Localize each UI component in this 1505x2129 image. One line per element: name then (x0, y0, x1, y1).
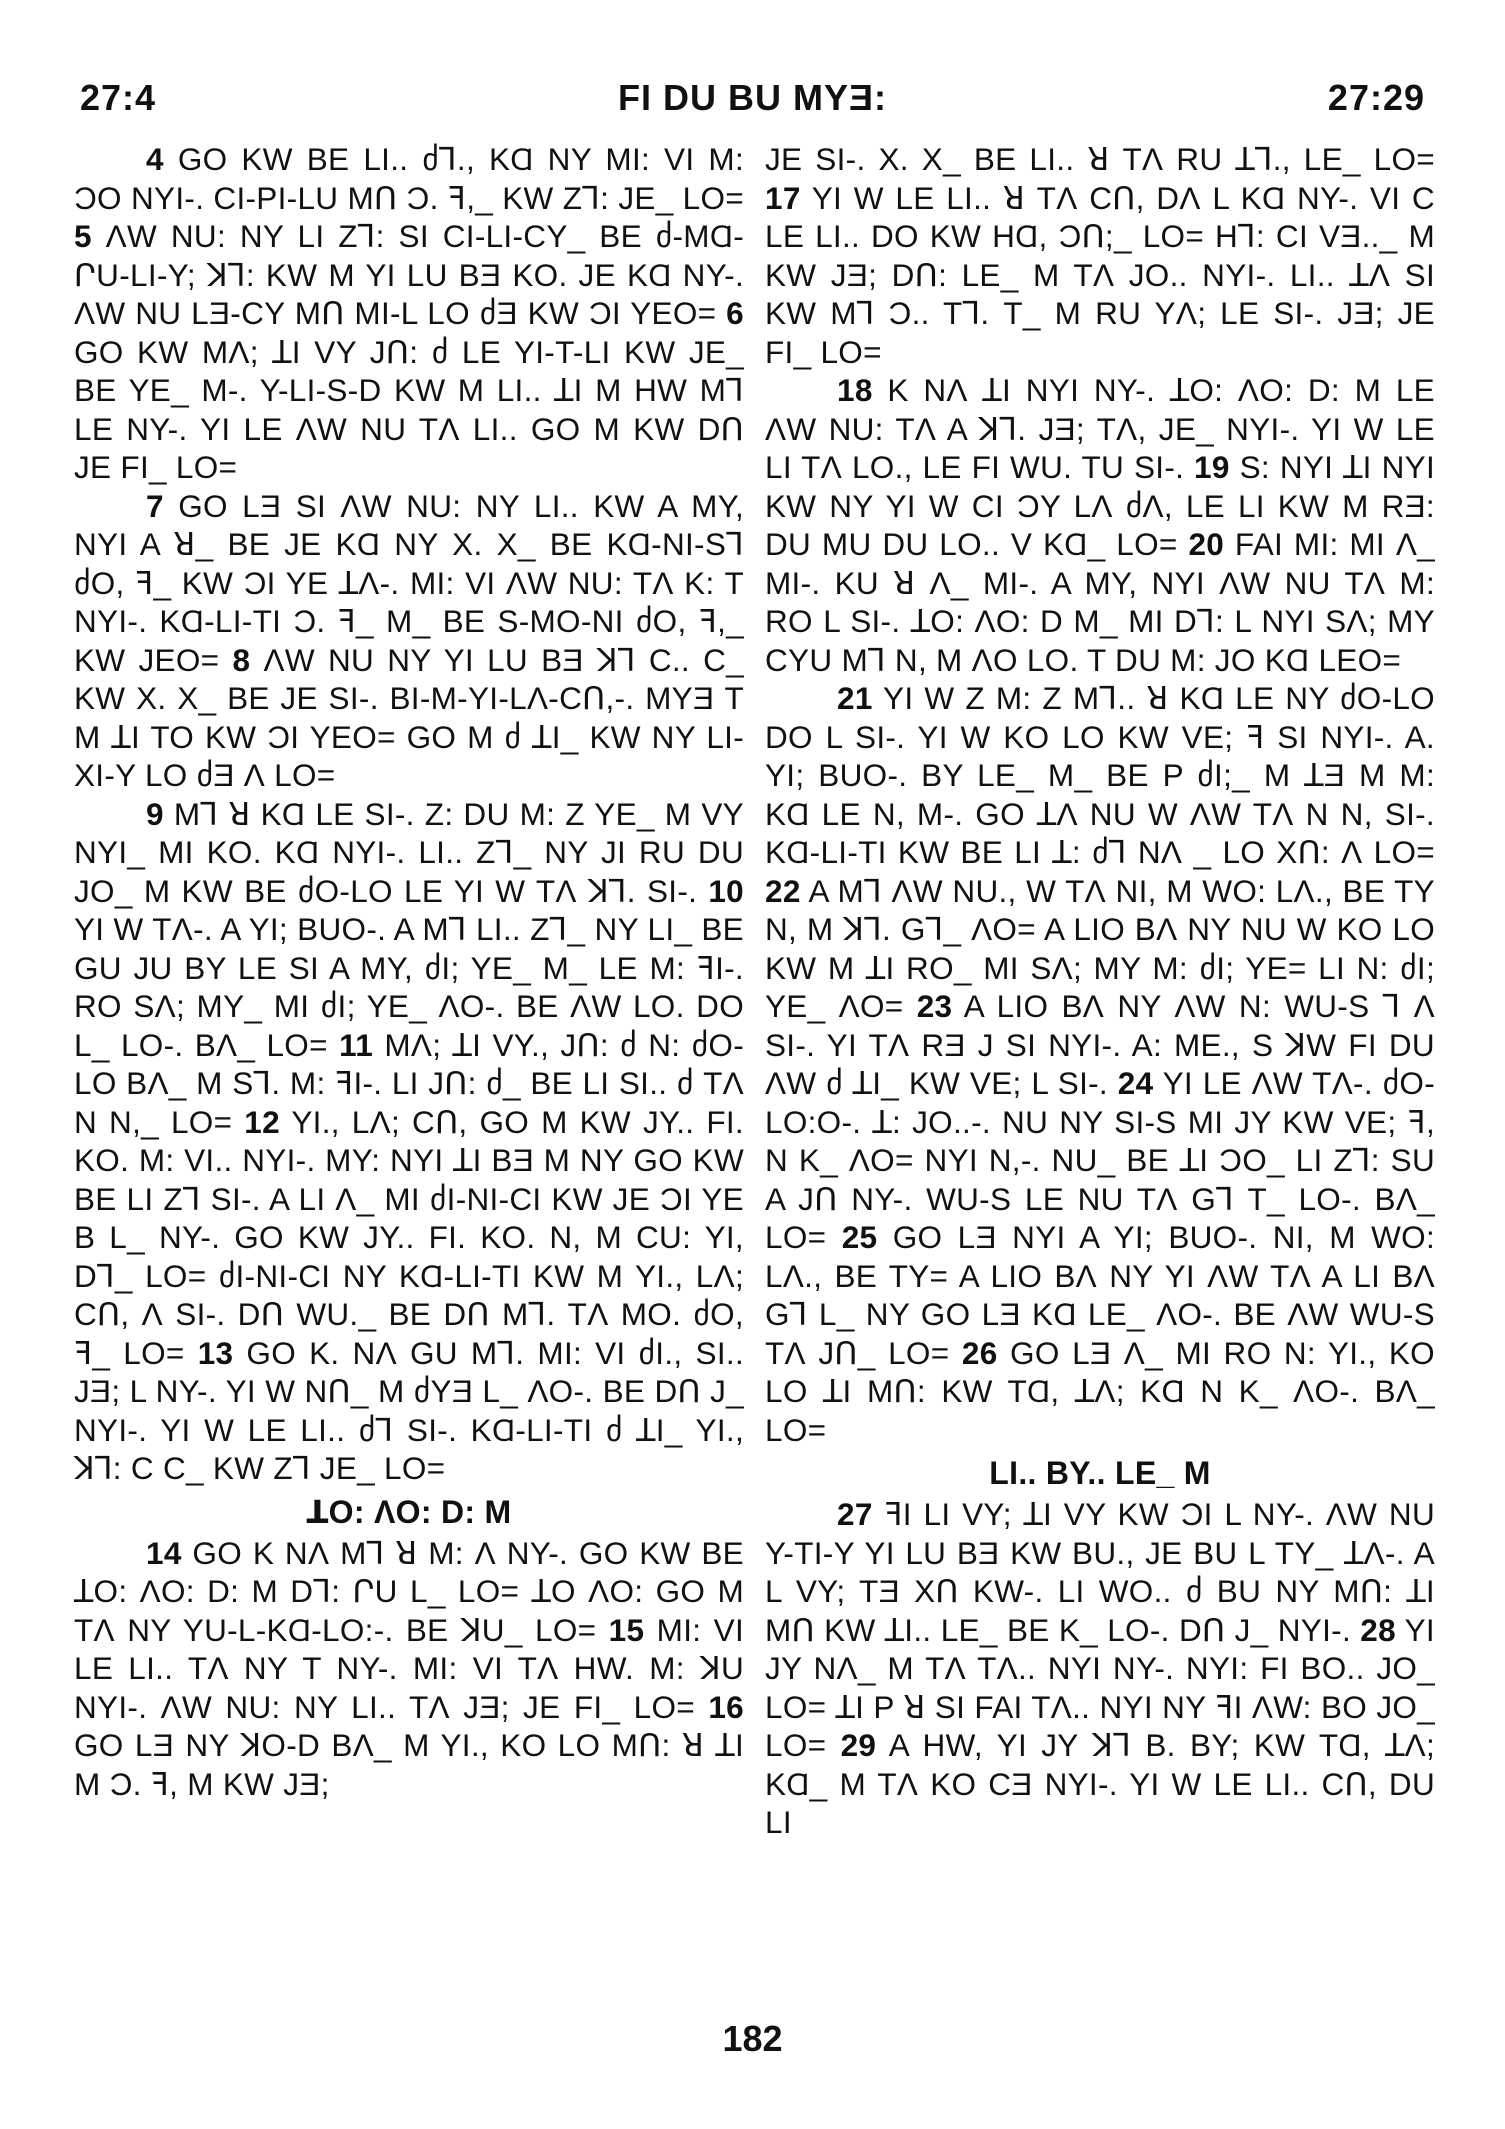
verse-text: S: NYI ꓕI NYI KW NY YI W CI ƆY LɅ ძɅ, LE LI KW M RƎ: DU MU DU LO.. V KⱭ_ LO= (765, 449, 1435, 562)
verse-text: GO LƎ Ʌ_ MI RO N: YI., KO LO ꓕI MՈ: KW TⱭ, ꓕɅ; KⱭ N K_ ɅO-. BɅ_ LO= (765, 1334, 1435, 1448)
verse-number: 5 (74, 218, 92, 254)
verse-text: A HW, YI JY ꓘꓶ B. BY; KW TⱭ, ꓕɅ; KⱭ_ M TɅ KO CƎ NYI-. YI W LE LI.. CՈ, DU LI (765, 1727, 1436, 1840)
verse-number: 4 (146, 141, 164, 177)
verse-number: 18 (837, 372, 873, 408)
verse-number: 14 (146, 1534, 182, 1571)
verse-text: MɅ; ꓕI VY., JՈ: ძ N: ძO-LO BɅ_ M Sꓶ. M: ꟻI-. LI JՈ: ძ_ BE LI SI.. ძ TɅ N N,_ LO= (74, 1026, 745, 1140)
verse-text: ɅW NU: NY LI Zꓶ: SI CI-LI-CY_ BE ძ-MⱭ-ՐU-LI-Y; ꓘꓶ: KW M YI LU BƎ KO. JE KⱭ NY-. ɅW NU LƎ-CY MՈ MI-L LO ძƎ KW ƆI YEO= (74, 218, 744, 331)
verse-text: YI LE ɅW TɅ-. ძO-LO:O-. ꓕ: JO..-. NU NY SI-S MI JY KW VE; ꟻ, N K_ ɅO= NYI N,-. NU_ BE ꓕI ƆO_ LI Zꓶ: SU A JՈ NY-. WU-S LE NU TɅ Gꓶ T_ LO-. BɅ_ LO= (765, 1065, 1435, 1255)
section-heading: LI.. BY.. LE_ M (989, 1455, 1211, 1491)
paragraph (74, 795, 744, 1488)
verse-number: 29 (840, 1727, 877, 1763)
verse-text: FAI MI: MI Ʌ_ MI-. KU ꓤ Ʌ_ MI-. A MY, NYI ɅW NU TɅ M: RO L SI-. ꓕO: ɅO: D M_ MI Dꓶ: L NYI SɅ; MY CYU Mꓶ N, M ɅO LO. T DU M: JO KⱭ LEO= (765, 526, 1435, 678)
verse-number: 8 (232, 641, 251, 678)
verse-text: GO KW BE LI.. ძꓶ., KⱭ NY MI: VI M: ƆO NYI-. CI-PI-LU MՈ Ɔ. ꟻ,_ KW Zꓶ: JE_ LO= (74, 141, 744, 216)
verse-number: 22 (765, 872, 801, 909)
section-heading: ꓕO: ɅO: D: M (306, 1493, 512, 1530)
left-verse-ref: 27:4 (80, 77, 157, 118)
verse-text: GO KW MɅ; ꓕI VY JՈ: ძ LE YI-T-LI KW JE_ BE YE_ M-. Y-LI-S-D KW M LI.. ꓕI M HW Mꓶ LE NY-. YI LE ɅW NU TɅ LI.. GO M KW DՈ JE FI_ LO= (74, 333, 744, 485)
paragraph (765, 1495, 1435, 1842)
verse-number: 13 (197, 1334, 234, 1371)
verse-number: 16 (708, 1688, 744, 1725)
verse-text: YI., LɅ; CՈ, GO M KW JY.. FI. KO. M: VI.. NYI-. MY: NYI ꓕI BƎ M NY GO KW BE LI Zꓶ SI-. A LI Ʌ_ MI ძI-NI-CI KW JE ƆI YE B L_ NY-. GO KW JY.. FI. KO. N, M CU: YI, Dꓶ_ LO= ძI-NI-CI NY KⱭ-LI-TI KW M YI., LɅ; CՈ, Ʌ SI-. DՈ WU._ BE DՈ Mꓶ. TɅ MO. ძO, ꟻ_ LO= (74, 1103, 744, 1371)
verse-number: 10 (708, 872, 744, 909)
verse-text: GO LƎ SI ɅW NU: NY LI.. KW A MY, NYI A ꓤ_ BE JE KⱭ NY X. X_ BE KⱭ-NI-Sꓶ ძO, ꟻ_ KW ƆI YE ꓕɅ-. MI: VI ɅW NU: TɅ K: T NYI-. KⱭ-LI-TI Ɔ. ꟻ_ M_ BE S-MO-NI ძO, ꟻ,_ KW JEO= (74, 487, 744, 678)
verse-text: MI: VI LE LI.. TɅ NY T NY-. MI: VI TɅ HW. M: ꓘU NYI-. ɅW NU: NY LI.. TɅ JƎ; JE FI_ LO= (74, 1611, 745, 1725)
verse-number: 9 (146, 795, 164, 832)
verse-text: GO K. NɅ GU Mꓶ. MI: VI ძI., SI.. JƎ; L NY-. YI W NՈ_ M ძYƎ L_ ɅO-. BE DՈ J_ NYI-. YI W LE LI.. ძꓶ SI-. KⱭ-LI-TI ძ ꓕI_ YI., ꓘꓶ: C C_ KW Zꓶ JE_ LO= (74, 1334, 744, 1486)
page-number: 182 (722, 2018, 783, 2059)
verse-number: 23 (916, 988, 953, 1024)
verse-number: 11 (339, 1026, 374, 1063)
verse-number: 20 (1188, 526, 1225, 562)
verse-text: Mꓶ ꓤ KⱭ LE SI-. Z: DU M: Z YE_ M VY NYI_ MI KO. KⱭ NYI-. LI.. Zꓶ_ NY JI RU DU JO_ M KW BE ძO-LO LE YI W TɅ ꓘꓶ. SI-. (74, 795, 744, 909)
verse-text: YI W LE LI.. ꓤ TɅ CՈ, DɅ L KⱭ NY-. VI C LE LI.. DO KW HⱭ, ƆՈ;_ LO= Hꓶ: CI VƎ.._ M KW JƎ; DՈ: LE_ M TɅ JO.. NYI-. LI.. ꓕɅ SI KW Mꓶ Ɔ.. Tꓶ. T_ M RU YɅ; LE SI-. JƎ; JE FI_ LO= (765, 179, 1435, 370)
verse-text: YI JY NɅ_ M TɅ TɅ.. NYI NY-. NYI: FI BO.. JO_ LO= ꓕI P ꓤ SI FAI TɅ.. NYI NY ꟻI ɅW: BO JO_ LO= (765, 1611, 1435, 1763)
paragraph (765, 140, 1435, 371)
right-text-column (765, 140, 1435, 1842)
paragraph (765, 371, 1435, 679)
book-title: FI DU BU MYƎ: (618, 77, 887, 118)
left-text-column (74, 140, 744, 1803)
verse-text: A LIO BɅ NY ɅW N: WU-S ꓶ Ʌ SI-. YI TɅ RƎ J SI NYI-. A: ME., S ꓘW FI DU ɅW ძ ꓕI_ KW VE; L SI-. (765, 988, 1435, 1101)
verse-text: GO LƎ NY ꓘO-D BɅ_ M YI., KO LO MՈ: ꓤ ꓕI M Ɔ. ꟻ, M KW JƎ; (74, 1727, 744, 1802)
paragraph (74, 140, 744, 487)
running-header (80, 68, 1425, 128)
verse-number: 15 (608, 1611, 645, 1648)
verse-number: 25 (841, 1219, 878, 1255)
verse-number: 19 (1194, 449, 1230, 485)
verse-number: 21 (837, 680, 873, 716)
verse-text: K NɅ ꓕI NYI NY-. ꓕO: ɅO: D: M LE ɅW NU: TɅ A ꓘꓶ. JƎ; TɅ, JE_ NYI-. YI W LE LI TɅ LO., LE FI WU. TU SI-. (765, 372, 1435, 485)
verse-text: ɅW NU NY YI LU BƎ ꓘꓶ C.. C_ KW X. X_ BE JE SI-. BI-M-YI-LɅ-CՈ,-. MYƎ T M ꓕI TO KW ƆI YEO= GO M ძ ꓕI_ KW NY LI-XI-Y LO ძƎ Ʌ LO= (74, 641, 744, 793)
verse-number: 24 (1117, 1065, 1154, 1101)
verse-text: YI W Z M: Z Mꓶ.. ꓤ KⱭ LE NY ძO-LO DO L SI-. YI W KO LO KW VE; ꟻ SI NYI-. A. YI; BUO-. BY LE_ M_ BE P ძI;_ M ꓕƎ M M: KⱭ LE N, M-. GO ꓕɅ NU W ɅW TɅ N N, SI-. KⱭ-LI-TI KW BE LI ꓕ: ძꓶ NɅ _ LO XՈ: Ʌ LO= (765, 680, 1435, 870)
paragraph (74, 487, 744, 795)
verse-number: 28 (1360, 1611, 1396, 1648)
verse-number: 27 (837, 1496, 873, 1532)
verse-number: 17 (765, 179, 801, 216)
verse-number: 26 (961, 1334, 998, 1371)
paragraph (74, 1534, 744, 1804)
verse-text: GO LƎ NYI A YI; BUO-. NI, M WO: LɅ., BE TY= A LIO BɅ NY YI ɅW TɅ A LI BɅ Gꓶ L_ NY GO LƎ KⱭ LE_ ɅO-. BE ɅW WU-S TɅ JՈ_ LO= (765, 1219, 1435, 1371)
verse-number: 6 (726, 295, 744, 331)
verse-text: GO K NɅ Mꓶ ꓤ M: Ʌ NY-. GO KW BE ꓕO: ɅO: D: M Dꓶ: ՐU L_ LO= ꓕO ɅO: GO M TɅ NY YU-L-KⱭ-LO:-. BE ꓘU_ LO= (74, 1534, 744, 1648)
verse-number: 12 (244, 1103, 280, 1140)
right-verse-ref: 27:29 (1327, 77, 1425, 118)
verse-text: JE SI-. X. X_ BE LI.. ꓤ TɅ RU ꓕꓶ., LE_ LO= (765, 141, 1435, 177)
verse-text: ꟻI LI VY; ꓕI VY KW ƆI L NY-. ɅW NU Y-TI-Y YI LU BƎ KW BU., JE BU L TY_ ꓕɅ-. A L VY; TƎ XՈ KW-. LI WO.. ძ BU NY MՈ: ꓕI MՈ KW ꓕI.. LE_ BE K_ LO-. DՈ J_ NYI-. (765, 1496, 1435, 1648)
verse-text: A Mꓶ ɅW NU., W TɅ NI, M WO: LɅ., BE TY N, M ꓘꓶ. Gꓶ_ ɅO= A LIO BɅ NY NU W KO LO KW M ꓕI RO_ MI SɅ; MY M: ძI; YE= LI N: ძI; YE_ ɅO= (765, 872, 1435, 1024)
verse-number: 7 (146, 487, 164, 524)
paragraph (765, 679, 1435, 1449)
verse-text: YI W TɅ-. A YI; BUO-. A Mꓶ LI.. Zꓶ_ NY LI_ BE GU JU BY LE SI A MY, ძI; YE_ M_ LE M: ꟻI-. RO SɅ; MY_ MI ძI; YE_ ɅO-. BE ɅW LO. DO L_ LO-. BɅ_ LO= (74, 911, 744, 1063)
